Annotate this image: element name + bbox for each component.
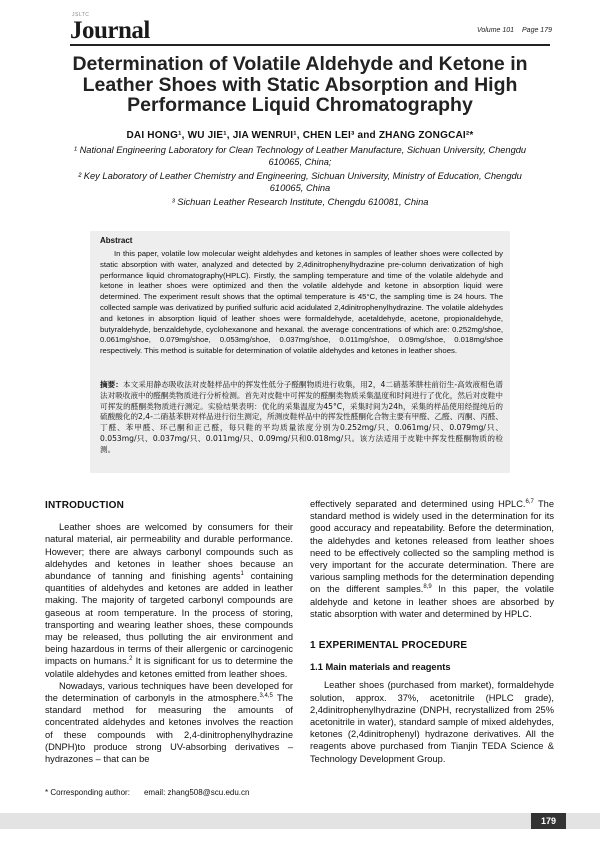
volume-info <box>471 27 552 34</box>
corresponding-author-footnote <box>45 788 249 797</box>
abstract-text: In this paper, volatile low molecular weight aldehydes and ketones in samples of leather shoes were collected by static absorption with water, analyzed and detected by 2,4dinitrophenylhydrazine pre-column derivatization of high performance liquid chromatography(HPLC). Firstly, the sampling temperature and time of the volatile aldehyde and ketone in leather shoes were optimized and then the volatile aldehyde and ketone in absorption liquid were determined. The experiment result shows that the optimal temperature is 45°C, the sampling time is 24 hours. The collected sample was derivatized by purified sulfuric acid acidulated 2,4dinitrophenylhydrazine. The volatile aldehydes and ketones in absorption liquid of leather shoes were formaldehyde, acetaldehyde, acetone, propionaldehyde, butyraldehyde, benzaldehyde, cyclohexanone and hexanal. the average concentrations of which are: 0.252mg/shoe, 0.061mg/shoe, 0.079mg/shoe, 0.053mg/shoe, 0.037mg/shoe, 0.011mg/shoe, 0.09mg/shoe, 0.018mg/shoe respectively. This method is suitable for determination of volatile aldehydes and ketones in leather shoes. <box>100 249 503 356</box>
abstract-heading: Abstract <box>100 236 133 245</box>
affiliation-3: ³ Sichuan Leather Research Institute, Chengdu 610081, China <box>171 197 429 207</box>
intro-paragraph-1: Leather shoes are welcomed by consumers for their natural material, air permeability and durable performance. However; there are always carbonyl compounds such as aldehydes and ketones in leather shoes because an abundance of tanning and finishing agents$^1$ containing quantities of aldehydes and ketones are added in leather making. The majority of targeted carbonyl compounds are gaseous at room temperature. In the process of storing, transporting and wearing leather shoes, these compounds may be released, thus polluting the air environment and being hazardous in terms of their allergenic or carcinogenic impacts on humans.$^2$ It is significant for us to determine the volatile aldehydes and ketones emitted from leather shoes. <box>45 522 294 679</box>
chinese-abstract-text: 本文采用静态吸收法对皮鞋样品中的挥发性低分子醛酮物质进行收集，用2，4二硝基苯肼柱前衍生-高效液相色谱法对吸收液中的醛酮类物质进行分析检测。首先对皮鞋中可挥发的醛酮类物质采集温度和时间进行了优化，然后对皮鞋中可挥发的醛酮类物质进行测定。实验结果表明：优化的采集温度为45°C，采集时间为24h，采集的样品使用经提纯后的硫酸酸化的2,4-二硝基苯肼对样品进行衍生测定，所测皮鞋样品中的挥发性醛酮化合物主要有甲醛、乙醛、丙酮、丙醛、丁醛、苯甲醛、环己酮和正己醛，每只鞋的平均质量浓度分别为0.252mg/只、0.061mg/只、0.079mg/只、0.053mg/只、0.037mg/只、0.011mg/只、0.09mg/只和0.018mg/只。该方法适用于皮鞋中挥发性醛酮物质的检测。 <box>100 380 503 454</box>
affiliation-1: ¹ National Engineering Laboratory for Clean Technology of Leather Manufacture, Sichuan University, Chengdu 610065, China; <box>73 145 527 167</box>
footer-bar <box>0 813 600 829</box>
right-column <box>310 498 554 765</box>
author-list: DAI HONG¹, WU JIE¹, JIA WENRUI¹, CHEN LEI³ and ZHANG ZONGCAI²* <box>126 130 474 141</box>
article-title: Determination of Volatile Aldehyde and Ketone in Leather Shoes with Static Absorption and High Performance Liquid Chromatography <box>72 53 528 116</box>
materials-subheading: 1.1 Main materials and reagents <box>310 662 451 673</box>
affiliation-2: ² Key Laboratory of Leather Chemistry and Engineering, Sichuan University, Ministry of Education, Chengdu 610065, China <box>78 171 522 193</box>
page-label: Page 179 <box>522 27 552 34</box>
journal-brand-small: JSLTC <box>72 12 90 18</box>
experimental-heading: 1 EXPERIMENTAL PROCEDURE <box>310 640 468 652</box>
volume-label: Volume 101 <box>476 27 515 34</box>
chinese-abstract <box>100 380 503 456</box>
introduction-heading: INTRODUCTION <box>45 500 125 511</box>
corresponding-email: email: zhang508@scu.edu.cn <box>143 788 250 797</box>
left-column <box>45 500 293 765</box>
journal-logo: Journal <box>70 17 150 44</box>
header-rule <box>70 44 550 46</box>
page-number: 179 <box>531 813 566 829</box>
intro-paragraph-2-continued: effectively separated and determined using HPLC.$^{6,7}$ The standard method is widely used in the determination for its good accuracy and repeatability. Before the determination, the aldehydes and ketones released from leather shoes need to be effectively collected so the sampling method is very important for the accurate determination. There are various sampling methods for the determination depending on the different samples.$^{8,9}$ In this paper, the volatile aldehyde and ketone in leather shoes are absorbed by static absorption with water and determined by HPLC. <box>310 498 554 619</box>
chinese-abstract-label: 摘要： <box>100 380 123 389</box>
footnote-label: * Corresponding author: <box>45 788 130 797</box>
materials-paragraph: Leather shoes (purchased from market), formaldehyde solution, approx. 37%, acetonitrile (HPLC grade), 2,4dinitrophenylhydrazine (DNPH, recrystallized from 25% acetonitrile in water), standard sample of mixed aldehydes, ketones (2,4dinitrophenyl) hydrazone derivatives. All the reagents above purchased from Tianjin TEDA Science & Technology Development Group. <box>310 680 554 764</box>
intro-paragraph-2: Nowadays, various techniques have been developed for the determination of carbonyls in the atmosphere.$^{3,4,5}$ The standard method for measuring the amounts of concentrated aldehydes and ketones involves the reaction of these compounds with 2,4-dinitrophenylhydrazine (DNPH)to produce strong UV-absorbing derivatives – hydrazones – that can be <box>45 680 294 765</box>
